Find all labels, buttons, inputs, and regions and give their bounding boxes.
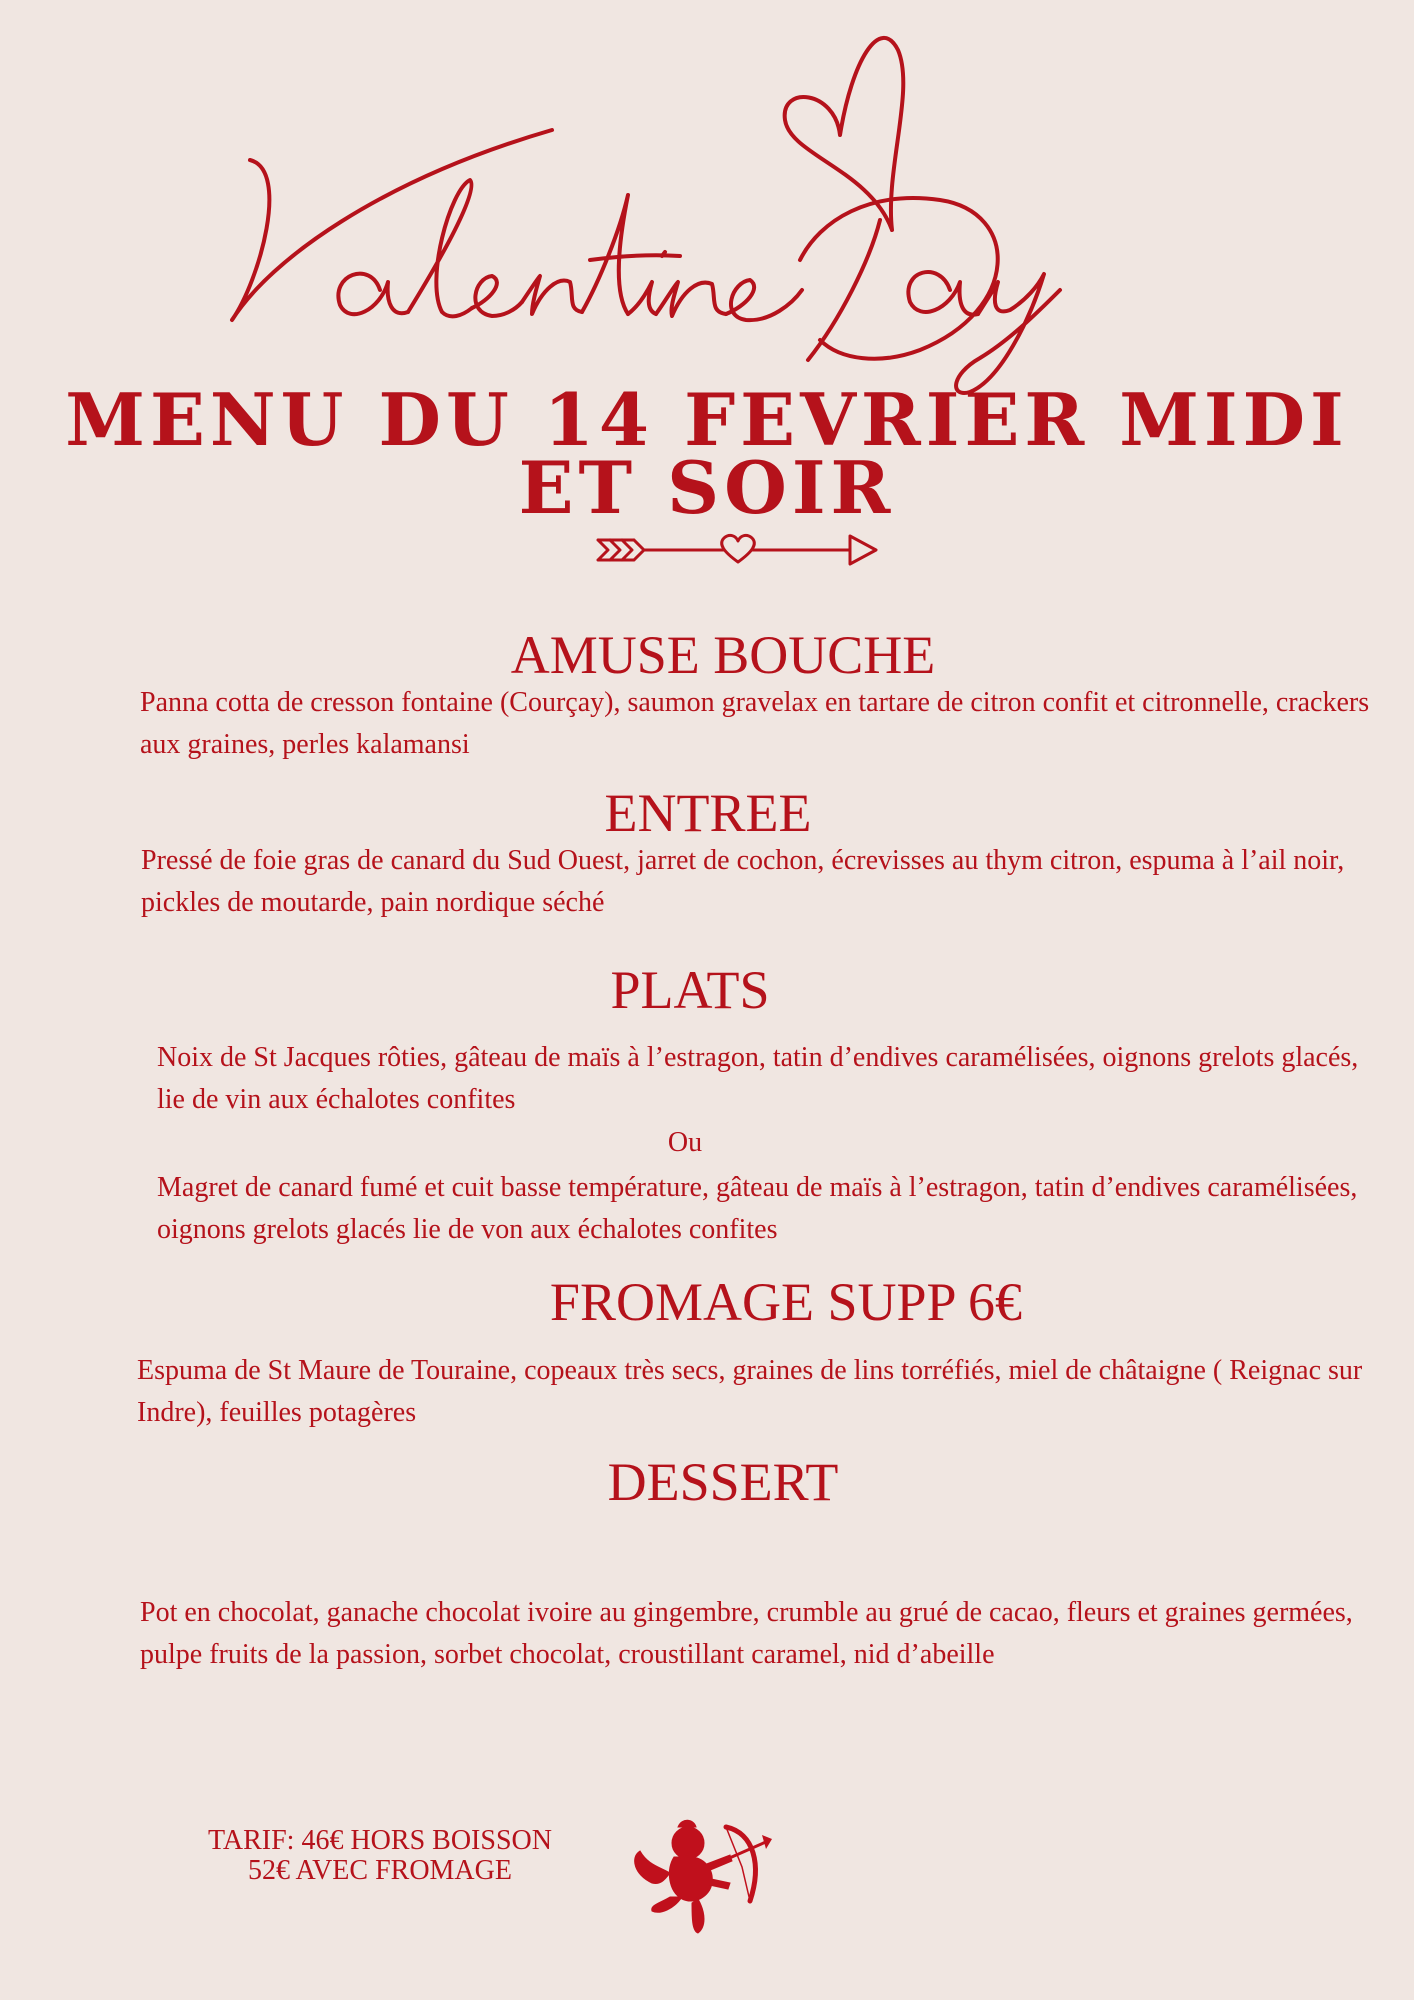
section-heading-fromage: FROMAGE SUPP 6€ [549, 1272, 1023, 1332]
section-description-dessert: Pot en chocolat, ganache chocolat ivoire au gingembre, crumble au grué de cacao, fleurs et graines germées, pulpe fruits de la passion, sorbet chocolat, croustillant caramel, nid d’abeille [140, 1597, 1353, 1670]
plats-option-2: Magret de canard fumé et cuit basse température, gâteau de maïs à l’estragon, tatin d’endives caramélisées, oignons grelots glacés lie de von aux échalotes confites [157, 1172, 1358, 1245]
heart-arrow-icon [596, 530, 880, 570]
plats-separator: Ou [667, 1127, 703, 1158]
menu-title-line2: ET SOIR [518, 445, 896, 530]
plats-option-1: Noix de St Jacques rôties, gâteau de maïs à l’estragon, tatin d’endives caramélisées, oignons grelots glacés, lie de vin aux échalotes confites [157, 1042, 1359, 1115]
script-title-valentine-day [180, 20, 1240, 400]
section-heading-entree: ENTREE [604, 783, 812, 843]
section-heading-amuse-bouche: AMUSE BOUCHE [510, 625, 936, 685]
cupid-icon [630, 1805, 775, 1940]
tarif-line-2: 52€ AVEC FROMAGE [248, 1855, 512, 1886]
menu-title-line1: MENU DU 14 FEVRIER MIDI [65, 377, 1349, 462]
section-heading-dessert: DESSERT [607, 1452, 839, 1512]
section-heading-plats: PLATS [610, 960, 770, 1020]
section-description-entree: Pressé de foie gras de canard du Sud Ouest, jarret de cochon, écrevisses au thym citron, espuma à l’ail noir, pickles de moutarde, pain nordique séché [141, 845, 1345, 918]
section-description-amuse-bouche: Panna cotta de cresson fontaine (Courçay), saumon gravelax en tartare de citron confit et citronnelle, crackers aux graines, perles kalamansi [140, 687, 1370, 760]
tarif-line-1: TARIF: 46€ HORS BOISSON [208, 1825, 552, 1856]
section-description-fromage: Espuma de St Maure de Touraine, copeaux très secs, graines de lins torréfiés, miel de châtaigne ( Reignac sur Indre), feuilles potagères [137, 1355, 1363, 1428]
